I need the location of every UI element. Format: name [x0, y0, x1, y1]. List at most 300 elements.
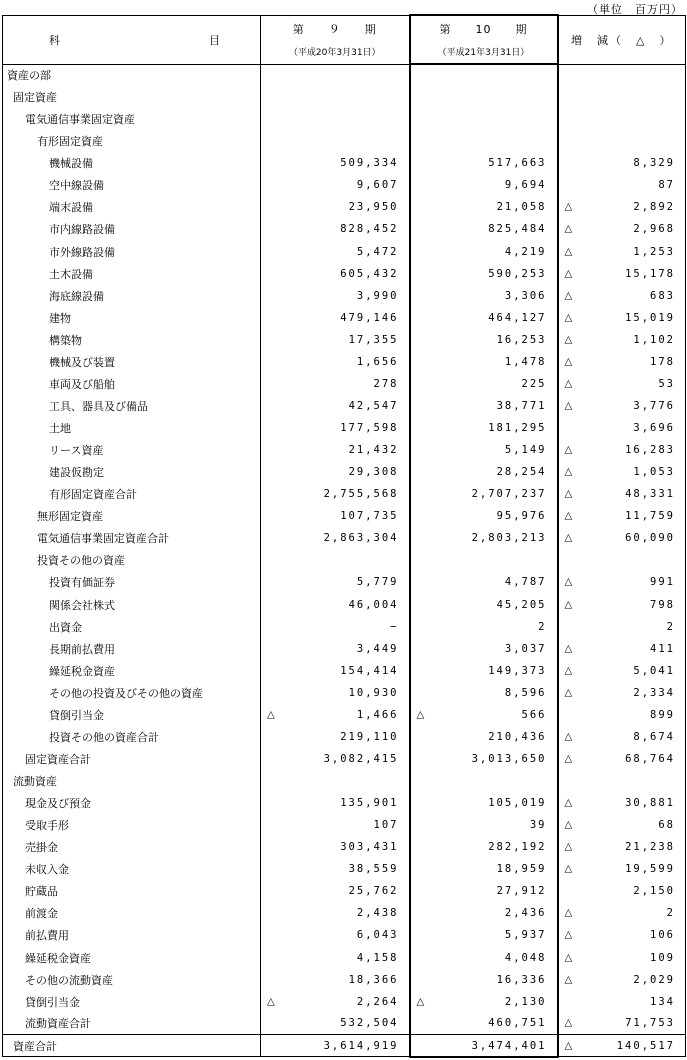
change-value — [558, 527, 686, 549]
change-value — [558, 902, 686, 924]
period10-value — [410, 902, 558, 924]
period10-value — [410, 858, 558, 880]
period10-value — [410, 329, 558, 351]
period10-value — [410, 814, 558, 836]
cell-value: 2,334 — [633, 686, 675, 699]
negative-mark: △ — [564, 246, 573, 258]
period9-value — [261, 373, 410, 395]
cell-value: 3,990 — [356, 289, 399, 302]
change-value — [558, 241, 686, 263]
change-value — [558, 64, 686, 86]
period9-value — [261, 924, 410, 946]
cell-value: 134 — [650, 995, 675, 1008]
cell-value: 30,881 — [625, 797, 675, 810]
change-value — [558, 505, 686, 527]
period9-date: （平成20年3月31日） — [288, 48, 381, 58]
change-value — [558, 638, 686, 660]
negative-mark: △ — [564, 488, 573, 500]
change-value — [558, 682, 686, 704]
negative-mark: △ — [564, 290, 573, 302]
period10-header — [410, 15, 558, 64]
table-row — [3, 174, 686, 196]
row-label: 無形固定資産 — [3, 505, 261, 527]
row-label: 有形固定資産 — [3, 130, 261, 152]
total-row — [3, 1035, 686, 1057]
period9-value — [261, 902, 410, 924]
change-value — [558, 1013, 686, 1035]
period10-value — [410, 1035, 558, 1057]
negative-mark: △ — [267, 709, 275, 721]
period10-value — [410, 991, 558, 1013]
change-value — [558, 858, 686, 880]
period9-value — [261, 858, 410, 880]
period9-value — [261, 792, 410, 814]
cell-value: 2,029 — [633, 973, 675, 986]
cell-value: 11,759 — [625, 510, 675, 523]
change-value — [558, 373, 686, 395]
row-label: 車両及び船舶 — [3, 373, 261, 395]
period9-value — [261, 461, 410, 483]
negative-mark: △ — [564, 510, 573, 522]
cell-value: 5,937 — [504, 929, 547, 942]
negative-mark: △ — [564, 201, 573, 213]
period9-value — [261, 196, 410, 218]
row-label: 投資その他の資産合計 — [3, 726, 261, 748]
change-value — [558, 307, 686, 329]
cell-value: 16,336 — [496, 973, 547, 986]
cell-value: 3,776 — [633, 399, 675, 412]
table-row — [3, 969, 686, 991]
row-label: 投資その他の資産 — [3, 549, 261, 571]
row-label: リース資産 — [3, 439, 261, 461]
period9-value — [261, 770, 410, 792]
period9-value — [261, 660, 410, 682]
cell-value: 8,329 — [633, 157, 675, 170]
table-row — [3, 461, 686, 483]
row-label: 機械及び装置 — [3, 351, 261, 373]
period9-value — [261, 86, 410, 108]
negative-mark: △ — [564, 334, 573, 346]
subject-header — [3, 15, 261, 64]
row-label: 流動資産 — [3, 770, 261, 792]
table-row — [3, 814, 686, 836]
period10-value — [410, 395, 558, 417]
cell-value: 464,127 — [488, 311, 547, 324]
cell-value: − — [390, 620, 399, 633]
period9-value — [261, 616, 410, 638]
row-label: 土木設備 — [3, 263, 261, 285]
cell-value: 1,102 — [633, 333, 675, 346]
cell-value: 6,043 — [356, 929, 399, 942]
period9-value — [261, 748, 410, 770]
table-row — [3, 351, 686, 373]
change-value — [558, 792, 686, 814]
subject-header-a: 科 — [49, 33, 60, 47]
period10-value — [410, 152, 558, 174]
period9-label: 第 ９ 期 — [292, 23, 377, 36]
table-row — [3, 439, 686, 461]
cell-value: 39 — [529, 819, 547, 832]
table-row — [3, 483, 686, 505]
negative-mark: △ — [564, 599, 573, 611]
table-row — [3, 64, 686, 86]
cell-value: 3,306 — [504, 289, 547, 302]
cell-value: 28,254 — [496, 466, 547, 479]
cell-value: 95,976 — [496, 510, 547, 523]
period10-value — [410, 1013, 558, 1035]
cell-value: 15,178 — [625, 267, 675, 280]
period10-value — [410, 241, 558, 263]
period10-value — [410, 682, 558, 704]
period9-value — [261, 263, 410, 285]
change-value — [558, 196, 686, 218]
negative-mark: △ — [564, 223, 573, 235]
cell-value: 991 — [650, 576, 675, 589]
table-row — [3, 924, 686, 946]
table-row — [3, 660, 686, 682]
cell-value: 38,771 — [496, 399, 547, 412]
row-label: 建物 — [3, 307, 261, 329]
table-row — [3, 947, 686, 969]
row-label: その他の流動資産 — [3, 969, 261, 991]
cell-value: 3,474,401 — [471, 1039, 547, 1052]
cell-value: 154,414 — [340, 664, 399, 677]
row-label: 資産の部 — [3, 64, 261, 86]
cell-value: 140,517 — [616, 1039, 675, 1052]
header-row — [3, 15, 686, 64]
cell-value: 16,253 — [496, 333, 547, 346]
cell-value: 48,331 — [625, 488, 675, 501]
change-value — [558, 483, 686, 505]
cell-value: 2,968 — [633, 223, 675, 236]
cell-value: 4,219 — [504, 245, 547, 258]
change-value — [558, 880, 686, 902]
change-value — [558, 461, 686, 483]
table-row — [3, 638, 686, 660]
table-row — [3, 417, 686, 439]
period9-value — [261, 152, 410, 174]
cell-value: 3,082,415 — [323, 752, 399, 765]
period10-value — [410, 969, 558, 991]
change-value — [558, 969, 686, 991]
table-row — [3, 505, 686, 527]
cell-value: 509,334 — [340, 157, 399, 170]
negative-mark: △ — [564, 356, 573, 368]
period10-value — [410, 836, 558, 858]
cell-value: 10,930 — [348, 686, 399, 699]
change-value — [558, 174, 686, 196]
change-value — [558, 108, 686, 130]
cell-value: 225 — [521, 377, 547, 390]
cell-value: 4,158 — [356, 951, 399, 964]
cell-value: 106 — [650, 929, 675, 942]
period9-value — [261, 638, 410, 660]
period9-value — [261, 969, 410, 991]
period10-value — [410, 461, 558, 483]
cell-value: 2,438 — [356, 907, 399, 920]
negative-mark: △ — [564, 444, 573, 456]
change-value — [558, 395, 686, 417]
table-row — [3, 241, 686, 263]
period9-value — [261, 947, 410, 969]
period9-value — [261, 307, 410, 329]
negative-mark: △ — [564, 929, 573, 941]
row-label: 建設仮勘定 — [3, 461, 261, 483]
negative-mark: △ — [267, 996, 275, 1008]
period9-value — [261, 64, 410, 86]
cell-value: 8,596 — [504, 686, 547, 699]
cell-value: 1,466 — [356, 708, 399, 721]
cell-value: 479,146 — [340, 311, 399, 324]
cell-value: 798 — [650, 598, 675, 611]
table-row — [3, 880, 686, 902]
cell-value: 3,614,919 — [323, 1039, 399, 1052]
period10-value — [410, 947, 558, 969]
change-value — [558, 571, 686, 593]
row-label: 海底線設備 — [3, 285, 261, 307]
cell-value: 2,436 — [504, 907, 547, 920]
negative-mark: △ — [564, 643, 573, 655]
cell-value: 87 — [658, 179, 675, 192]
table-row — [3, 86, 686, 108]
period9-value — [261, 329, 410, 351]
cell-value: 46,004 — [348, 598, 399, 611]
cell-value: 60,090 — [625, 532, 675, 545]
period10-value — [410, 792, 558, 814]
table-row — [3, 594, 686, 616]
cell-value: 4,787 — [504, 576, 547, 589]
row-label: 現金及び預金 — [3, 792, 261, 814]
negative-mark: △ — [564, 819, 573, 831]
table-row — [3, 616, 686, 638]
period10-value — [410, 307, 558, 329]
cell-value: 590,253 — [488, 267, 547, 280]
cell-value: 68,764 — [625, 752, 675, 765]
cell-value: 9,607 — [356, 179, 399, 192]
cell-value: 53 — [658, 377, 675, 390]
row-label: 貸倒引当金 — [3, 704, 261, 726]
cell-value: 27,912 — [496, 885, 547, 898]
row-label: 長期前払費用 — [3, 638, 261, 660]
table-row — [3, 395, 686, 417]
cell-value: 68 — [658, 819, 675, 832]
table-row — [3, 836, 686, 858]
cell-value: 15,019 — [625, 311, 675, 324]
period10-value — [410, 108, 558, 130]
period9-value — [261, 549, 410, 571]
row-label: 機械設備 — [3, 152, 261, 174]
cell-value: 5,041 — [633, 664, 675, 677]
cell-value: 178 — [650, 355, 675, 368]
row-label: 前渡金 — [3, 902, 261, 924]
cell-value: 219,110 — [340, 730, 399, 743]
table-row — [3, 196, 686, 218]
cell-value: 2 — [666, 620, 675, 633]
table-row — [3, 682, 686, 704]
change-value — [558, 947, 686, 969]
period10-value — [410, 483, 558, 505]
row-label: 市内線路設備 — [3, 218, 261, 240]
table-row — [3, 130, 686, 152]
cell-value: 3,696 — [633, 422, 675, 435]
cell-value: 38,559 — [348, 863, 399, 876]
cell-value: 18,959 — [496, 863, 547, 876]
cell-value: 1,253 — [633, 245, 675, 258]
cell-value: 2 — [666, 907, 675, 920]
row-label: その他の投資及びその他の資産 — [3, 682, 261, 704]
period10-value — [410, 770, 558, 792]
cell-value: 16,283 — [625, 444, 675, 457]
period9-value — [261, 174, 410, 196]
cell-value: 107,735 — [340, 510, 399, 523]
change-value — [558, 991, 686, 1013]
change-value — [558, 439, 686, 461]
negative-mark: △ — [416, 709, 425, 721]
change-value — [558, 814, 686, 836]
period9-value — [261, 439, 410, 461]
period9-value — [261, 527, 410, 549]
period10-value — [410, 571, 558, 593]
period9-value — [261, 285, 410, 307]
cell-value: 177,598 — [340, 422, 399, 435]
change-value — [558, 616, 686, 638]
table-row — [3, 549, 686, 571]
cell-value: 21,058 — [496, 201, 547, 214]
period9-value — [261, 218, 410, 240]
change-label: 増 減（ △ ） — [571, 33, 673, 47]
cell-value: 825,484 — [488, 223, 547, 236]
row-label: 空中線設備 — [3, 174, 261, 196]
negative-mark: △ — [564, 665, 573, 677]
row-label: 繰延税金資産 — [3, 660, 261, 682]
period9-header — [261, 15, 410, 64]
table-row — [3, 571, 686, 593]
row-label: 電気通信事業固定資産 — [3, 108, 261, 130]
cell-value: 42,547 — [348, 399, 399, 412]
cell-value: 23,950 — [348, 201, 399, 214]
cell-value: 2,755,568 — [323, 488, 399, 501]
table-row — [3, 792, 686, 814]
period9-value — [261, 991, 410, 1013]
cell-value: 2,150 — [633, 885, 675, 898]
cell-value: 282,192 — [488, 841, 547, 854]
table-row — [3, 218, 686, 240]
change-value — [558, 836, 686, 858]
cell-value: 899 — [650, 708, 675, 721]
row-label: 工具、器具及び備品 — [3, 395, 261, 417]
period10-value — [410, 351, 558, 373]
period9-value — [261, 814, 410, 836]
period9-value — [261, 594, 410, 616]
row-label: 電気通信事業固定資産合計 — [3, 527, 261, 549]
cell-value: 2,264 — [356, 995, 399, 1008]
negative-mark: △ — [564, 974, 573, 986]
change-value — [558, 263, 686, 285]
table-row — [3, 704, 686, 726]
cell-value: 135,901 — [340, 797, 399, 810]
cell-value: 5,779 — [356, 576, 399, 589]
cell-value: 683 — [650, 289, 675, 302]
table-row — [3, 108, 686, 130]
period10-value — [410, 86, 558, 108]
row-label: 繰延税金資産 — [3, 947, 261, 969]
change-value — [558, 660, 686, 682]
table-row — [3, 770, 686, 792]
negative-mark: △ — [564, 687, 573, 699]
period9-value — [261, 1035, 410, 1057]
cell-value: 45,205 — [496, 598, 547, 611]
cell-value: 181,295 — [488, 422, 547, 435]
period10-value — [410, 218, 558, 240]
row-label: 売掛金 — [3, 836, 261, 858]
negative-mark: △ — [564, 312, 573, 324]
cell-value: 828,452 — [340, 223, 399, 236]
cell-value: 107 — [373, 819, 399, 832]
period9-value — [261, 682, 410, 704]
change-value — [558, 417, 686, 439]
period10-value — [410, 505, 558, 527]
change-value — [558, 130, 686, 152]
period9-value — [261, 351, 410, 373]
cell-value: 411 — [650, 642, 675, 655]
balance-sheet-table — [2, 14, 686, 1058]
table-row — [3, 373, 686, 395]
row-label: 出資金 — [3, 616, 261, 638]
cell-value: 29,308 — [348, 466, 399, 479]
cell-value: 2,863,304 — [323, 532, 399, 545]
table-row — [3, 263, 686, 285]
change-value — [558, 329, 686, 351]
cell-value: 5,149 — [504, 444, 547, 457]
negative-mark: △ — [564, 841, 573, 853]
unit-label: （単位 百万円） — [587, 3, 683, 16]
cell-value: 8,674 — [633, 730, 675, 743]
cell-value: 25,762 — [348, 885, 399, 898]
change-value — [558, 549, 686, 571]
cell-value: 21,238 — [625, 841, 675, 854]
negative-mark: △ — [416, 996, 425, 1008]
period10-value — [410, 196, 558, 218]
period10-value — [410, 439, 558, 461]
cell-value: 3,037 — [504, 642, 547, 655]
period9-value — [261, 417, 410, 439]
period9-value — [261, 505, 410, 527]
period10-value — [410, 660, 558, 682]
change-header — [558, 15, 686, 64]
cell-value: 5,472 — [356, 245, 399, 258]
period9-value — [261, 108, 410, 130]
period10-value — [410, 527, 558, 549]
period9-value — [261, 241, 410, 263]
change-value — [558, 86, 686, 108]
period9-value — [261, 130, 410, 152]
negative-mark: △ — [564, 753, 573, 765]
negative-mark: △ — [564, 466, 573, 478]
cell-value: 3,449 — [356, 642, 399, 655]
cell-value: 17,355 — [348, 333, 399, 346]
negative-mark: △ — [564, 1040, 573, 1052]
cell-value: 517,663 — [488, 157, 547, 170]
period9-value — [261, 704, 410, 726]
period9-value — [261, 571, 410, 593]
row-label: 土地 — [3, 417, 261, 439]
cell-value: 2 — [538, 620, 547, 633]
cell-value: 532,504 — [340, 1017, 399, 1030]
period9-value — [261, 726, 410, 748]
subject-header-b: 目 — [209, 33, 220, 47]
change-value — [558, 726, 686, 748]
cell-value: 109 — [650, 951, 675, 964]
